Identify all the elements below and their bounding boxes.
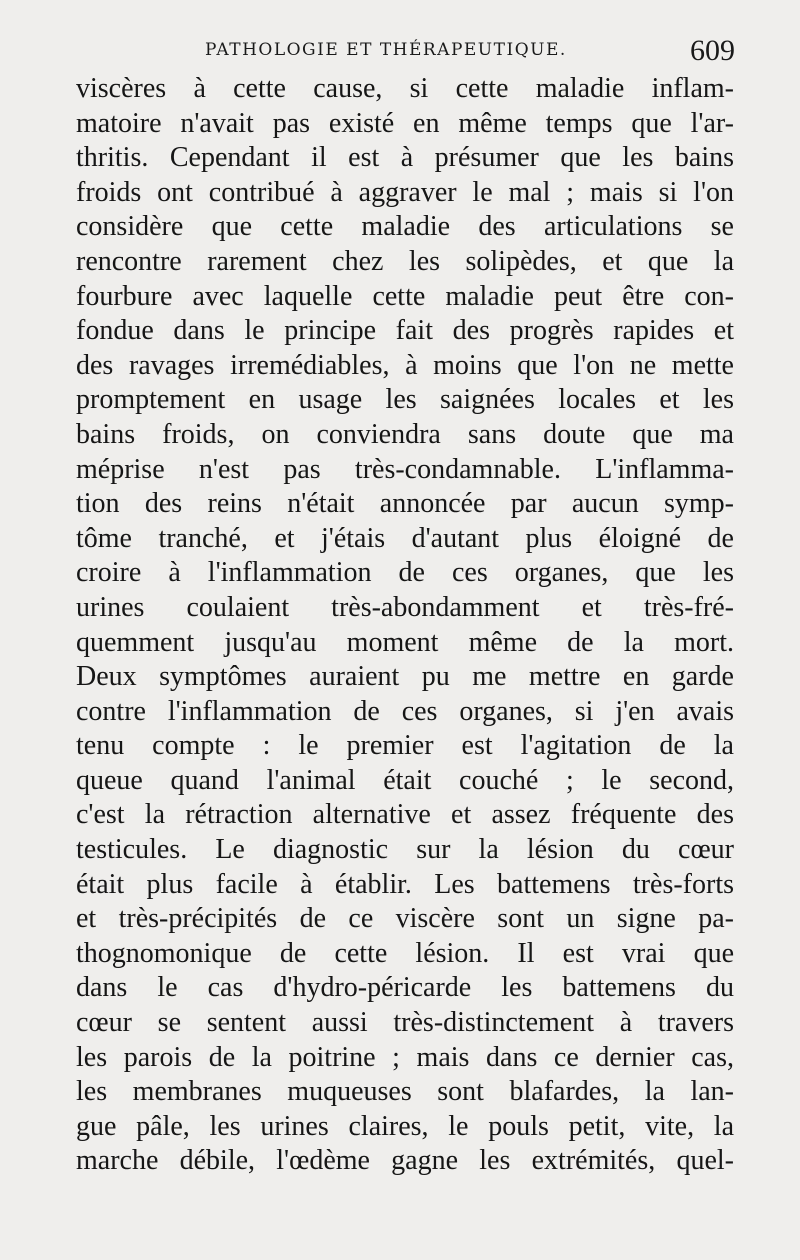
text-line: cœur se sentent aussi très-distinctement à travers: [76, 1007, 734, 1039]
text-line: fondue dans le principe fait des progrès rapides et: [76, 315, 734, 347]
text-line: des ravages irremédiables, à moins que l'on ne mette: [76, 349, 734, 381]
text-line: contre l'inflammation de ces organes, si j'en avais: [76, 695, 734, 727]
text-line: viscères à cette cause, si cette maladie inflam-: [76, 73, 734, 104]
text-line: froids ont contribué à aggraver le mal ; mais si l'on: [76, 176, 734, 208]
text-line: dans le cas d'hydro-péricarde les battemens du: [76, 972, 734, 1004]
text-line: tenu compte : le premier est l'agitation de la: [76, 730, 734, 762]
text-line: matoire n'avait pas existé en même temps que l'ar-: [76, 107, 734, 139]
text-line: croire à l'inflammation de ces organes, que les: [76, 557, 734, 589]
text-line: gue pâle, les urines claires, le pouls petit, vite, la: [76, 1110, 734, 1142]
text-line: était plus facile à établir. Les battemens très-forts: [76, 868, 734, 900]
text-line: urines coulaient très-abondamment et très-fré-: [76, 591, 734, 623]
text-line: thritis. Cependant il est à présumer que les bains: [76, 142, 734, 174]
text-line: les parois de la poitrine ; mais dans ce dernier cas,: [76, 1041, 734, 1073]
body-text: [76, 72, 734, 1179]
running-head: PATHOLOGIE ET THÉRAPEUTIQUE.: [205, 40, 567, 60]
text-line: tion des reins n'était annoncée par aucun symp-: [76, 488, 734, 520]
text-line: considère que cette maladie des articulations se: [76, 211, 734, 243]
page-header: [205, 34, 735, 74]
text-line: fourbure avec laquelle cette maladie peut être con-: [76, 280, 734, 312]
text-line: c'est la rétraction alternative et assez fréquente des: [76, 799, 734, 831]
text-line: méprise n'est pas très-condamnable. L'inflamma-: [76, 453, 734, 485]
text-line: queue quand l'animal était couché ; le second,: [76, 764, 734, 796]
text-line: Deux symptômes auraient pu me mettre en garde: [76, 661, 734, 693]
text-line: et très-précipités de ce viscère sont un signe pa-: [76, 903, 734, 935]
text-line: marche débile, l'œdème gagne les extrémités, quel-: [76, 1145, 734, 1177]
page-number: 609: [690, 34, 735, 67]
text-line: promptement en usage les saignées locales et les: [76, 384, 734, 416]
text-line: tôme tranché, et j'étais d'autant plus éloigné de: [76, 522, 734, 554]
text-line: thognomonique de cette lésion. Il est vrai que: [76, 937, 734, 969]
text-line: bains froids, on conviendra sans doute que ma: [76, 418, 734, 450]
text-line: les membranes muqueuses sont blafardes, la lan-: [76, 1076, 734, 1108]
text-line: rencontre rarement chez les solipèdes, et que la: [76, 245, 734, 277]
text-line: quemment jusqu'au moment même de la mort.: [76, 626, 734, 658]
text-line: testicules. Le diagnostic sur la lésion du cœur: [76, 834, 734, 866]
